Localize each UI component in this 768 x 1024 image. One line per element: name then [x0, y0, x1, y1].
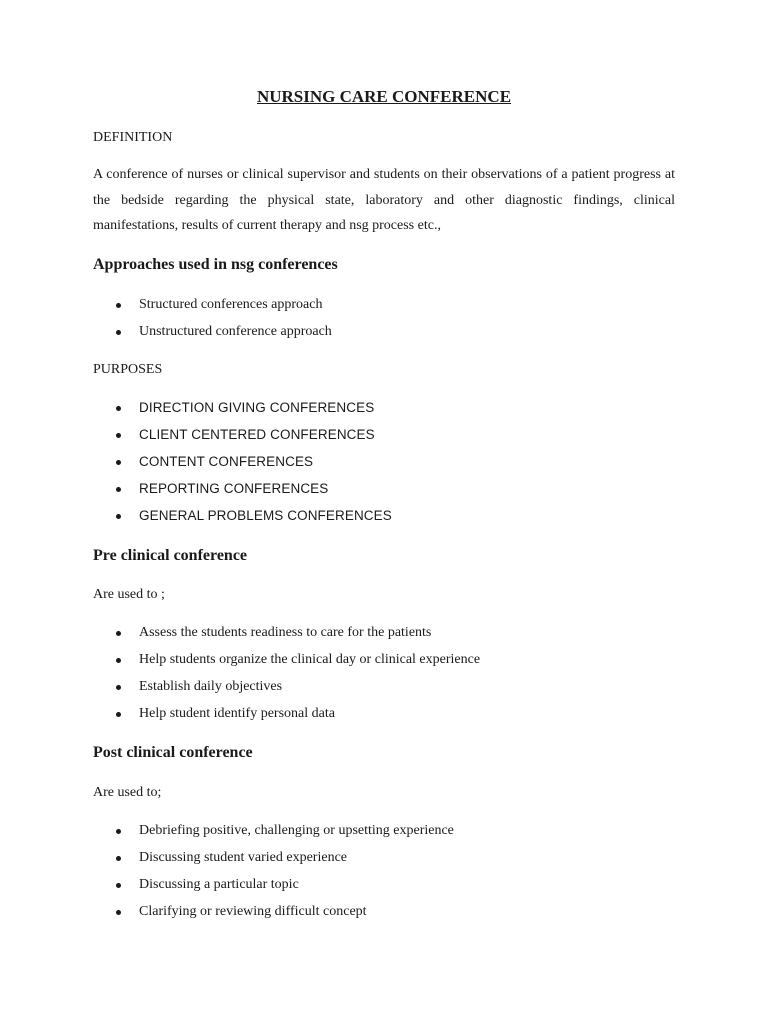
list-item [93, 876, 454, 903]
bullet-icon [116, 487, 121, 492]
list-item [93, 678, 480, 705]
list-item-text: Assess the students readiness to care for the patients [139, 625, 432, 640]
approaches-heading: Approaches used in nsg conferences [93, 256, 338, 273]
pre-clinical-list [93, 624, 480, 732]
list-item [93, 323, 332, 350]
list-item [93, 296, 332, 323]
bullet-icon [116, 856, 121, 861]
pre-clinical-intro: Are used to ; [93, 587, 165, 602]
bullet-icon [116, 330, 121, 335]
definition-paragraph: A conference of nurses or clinical supervisor and students on their observations of a patient progress at the bedside regarding the physical state, laboratory and other diagnostic findings, clinical manifestations, results of current therapy and nsg process etc., [93, 167, 675, 233]
bullet-icon [116, 433, 121, 438]
pre-clinical-heading: Pre clinical conference [93, 547, 248, 564]
list-item [93, 849, 454, 876]
list-item-text: DIRECTION GIVING CONFERENCES [139, 400, 375, 415]
bullet-icon [116, 631, 121, 636]
bullet-icon [116, 712, 121, 717]
approaches-list [93, 296, 332, 350]
post-clinical-list [93, 822, 454, 930]
bullet-icon [116, 910, 121, 915]
bullet-icon [116, 303, 121, 308]
purposes-list [93, 399, 392, 534]
document-title: NURSING CARE CONFERENCE [256, 87, 512, 106]
list-item-text: Discussing a particular topic [139, 877, 299, 892]
list-item [93, 903, 454, 930]
list-item-text: Unstructured conference approach [139, 324, 332, 339]
list-item-text: CONTENT CONFERENCES [139, 454, 314, 469]
list-item-text: Discussing student varied experience [139, 850, 347, 865]
bullet-icon [116, 883, 121, 888]
post-clinical-heading: Post clinical conference [93, 744, 253, 761]
list-item [93, 705, 480, 732]
list-item-text: Clarifying or reviewing difficult concept [139, 904, 367, 919]
bullet-icon [116, 460, 121, 465]
list-item [93, 822, 454, 849]
list-item-text: Structured conferences approach [139, 297, 323, 312]
list-item-text: Establish daily objectives [139, 679, 283, 694]
definition-label: DEFINITION [93, 130, 173, 145]
bullet-icon [116, 685, 121, 690]
list-item [93, 480, 392, 507]
list-item-text: Help student identify personal data [139, 706, 335, 721]
list-item-text: CLIENT CENTERED CONFERENCES [139, 427, 375, 442]
list-item [93, 453, 392, 480]
bullet-icon [116, 829, 121, 834]
list-item-text: Debriefing positive, challenging or upsetting experience [139, 823, 454, 838]
list-item [93, 426, 392, 453]
bullet-icon [116, 406, 121, 411]
list-item-text: REPORTING CONFERENCES [139, 481, 329, 496]
list-item [93, 624, 480, 651]
bullet-icon [116, 658, 121, 663]
list-item-text: GENERAL PROBLEMS CONFERENCES [139, 508, 392, 523]
list-item [93, 651, 480, 678]
purposes-label: PURPOSES [93, 362, 163, 377]
list-item [93, 507, 392, 534]
list-item-text: Help students organize the clinical day or clinical experience [139, 652, 481, 667]
list-item [93, 399, 392, 426]
bullet-icon [116, 514, 121, 519]
post-clinical-intro: Are used to; [93, 785, 162, 800]
